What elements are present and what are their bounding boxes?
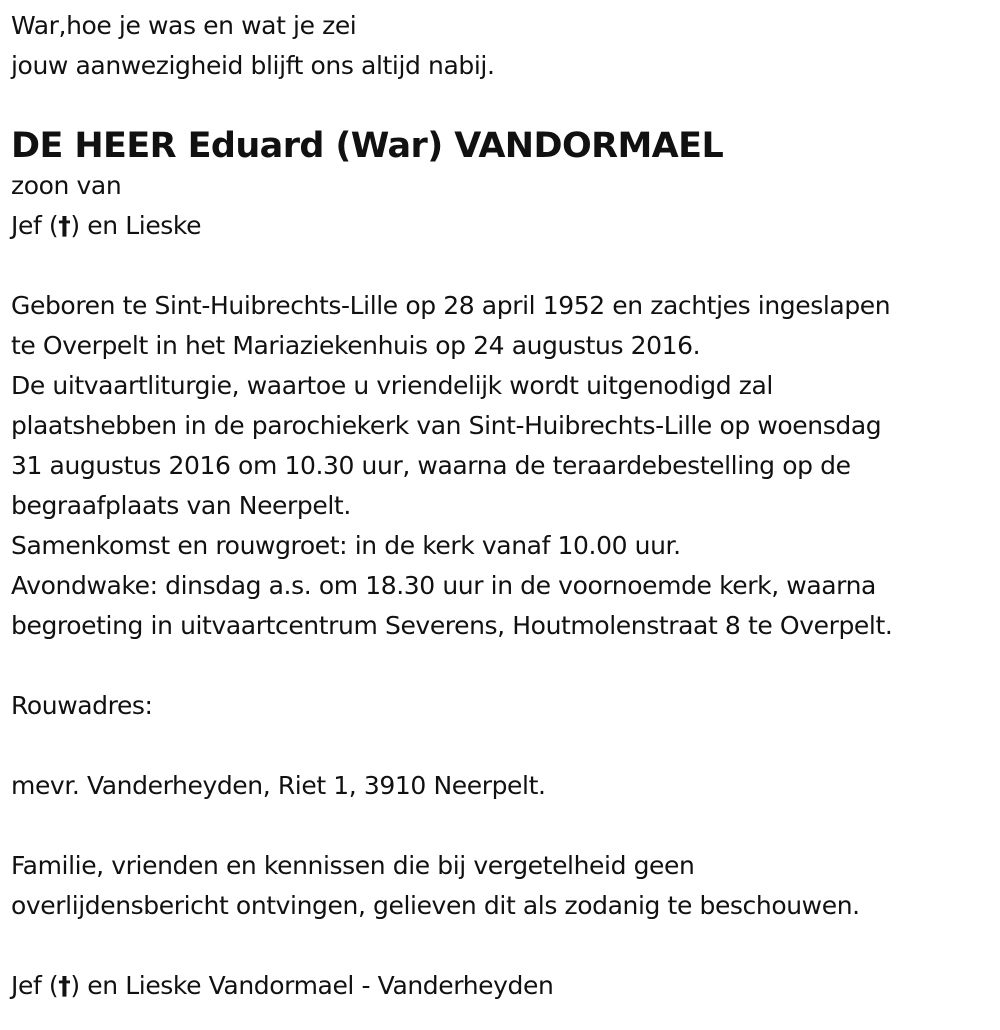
relation-text: zoon van <box>11 171 122 200</box>
cross-icon: † <box>58 971 71 1000</box>
spacer <box>11 806 1000 846</box>
details-line-5: 31 augustus 2016 om 10.30 uur, waarna de teraardebestelling op de <box>11 451 851 480</box>
details-block <box>11 286 1000 646</box>
parents-line-end: ) en Lieske <box>70 211 202 240</box>
details-line-1: Geboren te Sint-Huibrechts-Lille op 28 april 1952 en zachtjes ingeslapen <box>11 291 891 320</box>
deceased-name: DE HEER Eduard (War) VANDORMAEL <box>11 126 724 166</box>
spacer <box>11 646 1000 686</box>
spacer <box>11 726 1000 766</box>
notice-block <box>11 846 1000 926</box>
details-line-7: Samenkomst en rouwgroet: in de kerk vanaf 10.00 uur. <box>11 531 681 560</box>
address-label: Rouwadres: <box>11 691 153 720</box>
details-line-2: te Overpelt in het Mariaziekenhuis op 24 augustus 2016. <box>11 331 701 360</box>
poem <box>11 6 1000 86</box>
details-line-3: De uitvaartliturgie, waartoe u vriendelijk wordt uitgenodigd zal <box>11 371 773 400</box>
address-value: mevr. Vanderheyden, Riet 1, 3910 Neerpelt. <box>11 771 546 800</box>
signature-start: Jef ( <box>11 971 59 1000</box>
notice-line-2: overlijdensbericht ontvingen, gelieven dit als zodanig te beschouwen. <box>11 891 860 920</box>
notice-line-1: Familie, vrienden en kennissen die bij vergetelheid geen <box>11 851 695 880</box>
spacer <box>11 926 1000 966</box>
parents-line <box>11 206 1000 246</box>
signature-end: ) en Lieske Vandormael - Vanderheyden <box>70 971 554 1000</box>
poem-line-2: jouw aanwezigheid blijft ons altijd nabij. <box>11 51 495 80</box>
cross-icon: † <box>58 211 71 240</box>
details-line-4: plaatshebben in de parochiekerk van Sint-Huibrechts-Lille op woensdag <box>11 411 882 440</box>
poem-line-1: War,hoe je was en wat je zei <box>11 11 357 40</box>
spacer <box>11 246 1000 286</box>
details-line-6: begraafplaats van Neerpelt. <box>11 491 351 520</box>
parents-line-start: Jef ( <box>11 211 59 240</box>
signature-line <box>11 966 1000 1006</box>
details-line-8: Avondwake: dinsdag a.s. om 18.30 uur in de voornoemde kerk, waarna <box>11 571 876 600</box>
details-line-9: begroeting in uitvaartcentrum Severens, Houtmolenstraat 8 te Overpelt. <box>11 611 893 640</box>
parents-block <box>11 166 1000 246</box>
